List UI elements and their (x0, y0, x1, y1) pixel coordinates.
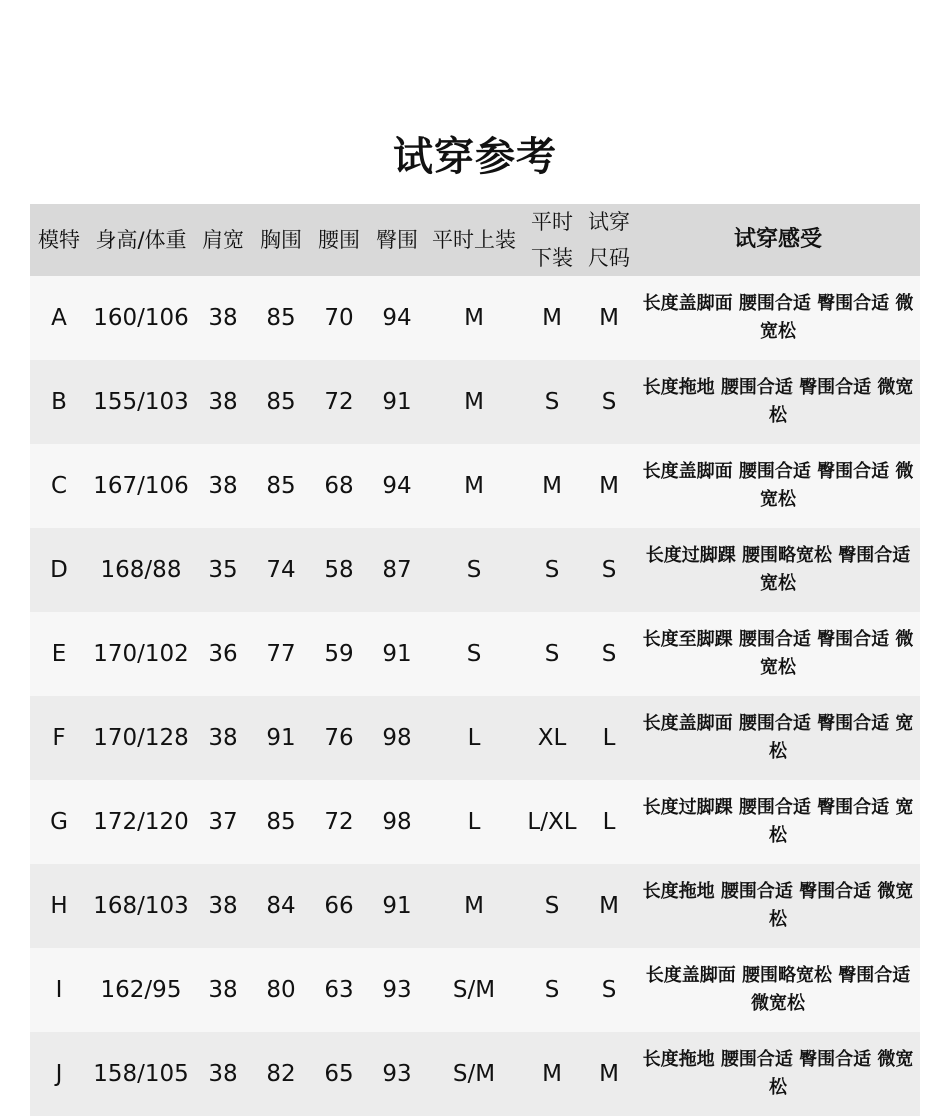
header-shoulder: 肩宽 (202, 228, 244, 252)
cell-usual-top: M (464, 893, 484, 919)
cell-height-weight: 155/103 (93, 389, 189, 415)
cell-chest: 85 (266, 809, 296, 835)
header-tried-size (582, 204, 636, 276)
cell-hip: 91 (382, 641, 412, 667)
cell-usual-top: M (464, 389, 484, 415)
cell-tried-size: L (602, 809, 616, 835)
header-height-weight: 身高/体重 (95, 228, 187, 252)
cell-model: C (50, 473, 68, 499)
cell-usual-bottom: S (544, 893, 560, 919)
cell-tried-size: S (601, 641, 617, 667)
cell-tried-size: M (599, 1061, 619, 1087)
cell-waist: 59 (324, 641, 354, 667)
cell-chest: 82 (266, 1061, 296, 1087)
header-usual-top: 平时上装 (432, 228, 516, 252)
cell-usual-bottom: M (542, 1061, 562, 1087)
table-row (30, 780, 920, 864)
cell-usual-bottom: S (544, 557, 560, 583)
cell-shoulder: 35 (208, 557, 238, 583)
cell-model: G (50, 809, 68, 835)
cell-feel: 长度拖地 腰围合适 臀围合适 微宽松 (642, 881, 914, 930)
cell-tried-size: S (601, 389, 617, 415)
cell-tried-size: M (599, 893, 619, 919)
cell-chest: 85 (266, 389, 296, 415)
cell-hip: 93 (382, 977, 412, 1003)
cell-hip: 93 (382, 1061, 412, 1087)
cell-usual-bottom: M (542, 473, 562, 499)
cell-tried-size: S (601, 977, 617, 1003)
cell-shoulder: 38 (208, 473, 238, 499)
cell-shoulder: 38 (208, 305, 238, 331)
cell-feel: 长度盖脚面 腰围略宽松 臀围合适 微宽松 (645, 965, 911, 1014)
header-usual-bottom-line1: 平时 (531, 210, 573, 234)
cell-waist: 70 (324, 305, 354, 331)
header-model: 模特 (38, 228, 80, 252)
cell-shoulder: 38 (208, 977, 238, 1003)
cell-waist: 72 (324, 389, 354, 415)
cell-model: F (52, 725, 66, 751)
cell-usual-top: S (466, 557, 482, 583)
cell-height-weight: 170/128 (93, 725, 189, 751)
cell-shoulder: 37 (208, 809, 238, 835)
header-hip: 臀围 (376, 228, 418, 252)
cell-hip: 98 (382, 725, 412, 751)
cell-waist: 68 (324, 473, 354, 499)
cell-waist: 76 (324, 725, 354, 751)
table-row (30, 948, 920, 1032)
cell-usual-top: L (467, 809, 481, 835)
cell-feel: 长度盖脚面 腰围合适 臀围合适 微宽松 (642, 293, 914, 342)
cell-height-weight: 172/120 (93, 809, 189, 835)
cell-shoulder: 38 (208, 1061, 238, 1087)
cell-hip: 94 (382, 473, 412, 499)
cell-usual-top: S/M (452, 977, 496, 1003)
cell-shoulder: 38 (208, 893, 238, 919)
cell-height-weight: 170/102 (93, 641, 189, 667)
header-tried-size-line2: 尺码 (588, 246, 630, 270)
table-row (30, 444, 920, 528)
header-usual-bottom-line2: 下装 (531, 246, 573, 270)
cell-hip: 94 (382, 305, 412, 331)
cell-chest: 84 (266, 893, 296, 919)
cell-tried-size: M (599, 473, 619, 499)
cell-model: I (55, 977, 63, 1003)
cell-hip: 91 (382, 389, 412, 415)
cell-tried-size: L (602, 725, 616, 751)
cell-usual-bottom: S (544, 977, 560, 1003)
table-row (30, 528, 920, 612)
cell-feel: 长度盖脚面 腰围合适 臀围合适 微宽松 (642, 461, 914, 510)
cell-usual-bottom: XL (537, 725, 567, 751)
cell-usual-top: M (464, 305, 484, 331)
cell-usual-top: M (464, 473, 484, 499)
cell-model: J (55, 1061, 63, 1087)
page-title: 试穿参考 (393, 133, 557, 180)
header-usual-bottom (522, 204, 582, 276)
cell-height-weight: 167/106 (93, 473, 189, 499)
cell-waist: 65 (324, 1061, 354, 1087)
header-tried-size-line1: 试穿 (588, 210, 630, 234)
cell-tried-size: M (599, 305, 619, 331)
cell-model: H (50, 893, 68, 919)
header-waist: 腰围 (318, 228, 360, 252)
cell-usual-top: S/M (452, 1061, 496, 1087)
table-row (30, 1032, 920, 1116)
cell-shoulder: 38 (208, 725, 238, 751)
cell-chest: 77 (266, 641, 296, 667)
fit-reference-table (30, 204, 920, 1116)
cell-chest: 80 (266, 977, 296, 1003)
cell-model: E (51, 641, 67, 667)
table-row (30, 612, 920, 696)
cell-tried-size: S (601, 557, 617, 583)
cell-chest: 74 (266, 557, 296, 583)
table-row (30, 276, 920, 360)
cell-feel: 长度过脚踝 腰围合适 臀围合适 宽松 (642, 797, 914, 846)
table-row (30, 360, 920, 444)
cell-feel: 长度拖地 腰围合适 臀围合适 微宽松 (642, 377, 914, 426)
cell-usual-bottom: L/XL (527, 809, 577, 835)
cell-feel: 长度至脚踝 腰围合适 臀围合适 微宽松 (642, 629, 914, 678)
cell-feel: 长度盖脚面 腰围合适 臀围合适 宽松 (642, 713, 914, 762)
cell-waist: 72 (324, 809, 354, 835)
cell-usual-top: L (467, 725, 481, 751)
cell-usual-top: S (466, 641, 482, 667)
cell-waist: 63 (324, 977, 354, 1003)
cell-hip: 98 (382, 809, 412, 835)
cell-usual-bottom: S (544, 641, 560, 667)
header-feel: 试穿感受 (733, 227, 822, 252)
cell-model: A (51, 305, 67, 331)
cell-feel: 长度拖地 腰围合适 臀围合适 微宽松 (642, 1049, 914, 1098)
cell-chest: 85 (266, 473, 296, 499)
cell-model: D (50, 557, 68, 583)
cell-hip: 91 (382, 893, 412, 919)
table-header-row (30, 204, 920, 276)
cell-chest: 91 (266, 725, 296, 751)
cell-feel: 长度过脚踝 腰围略宽松 臀围合适 宽松 (645, 545, 911, 594)
cell-shoulder: 38 (208, 389, 238, 415)
cell-chest: 85 (266, 305, 296, 331)
cell-model: B (51, 389, 67, 415)
cell-height-weight: 168/103 (93, 893, 189, 919)
cell-height-weight: 160/106 (93, 305, 189, 331)
cell-height-weight: 162/95 (100, 977, 182, 1003)
table-row (30, 696, 920, 780)
cell-usual-bottom: M (542, 305, 562, 331)
cell-waist: 58 (324, 557, 354, 583)
cell-usual-bottom: S (544, 389, 560, 415)
cell-shoulder: 36 (208, 641, 238, 667)
header-chest: 胸围 (260, 228, 302, 252)
table-body (30, 276, 920, 1116)
cell-height-weight: 168/88 (100, 557, 182, 583)
table-row (30, 864, 920, 948)
cell-waist: 66 (324, 893, 354, 919)
cell-height-weight: 158/105 (93, 1061, 189, 1087)
cell-hip: 87 (382, 557, 412, 583)
